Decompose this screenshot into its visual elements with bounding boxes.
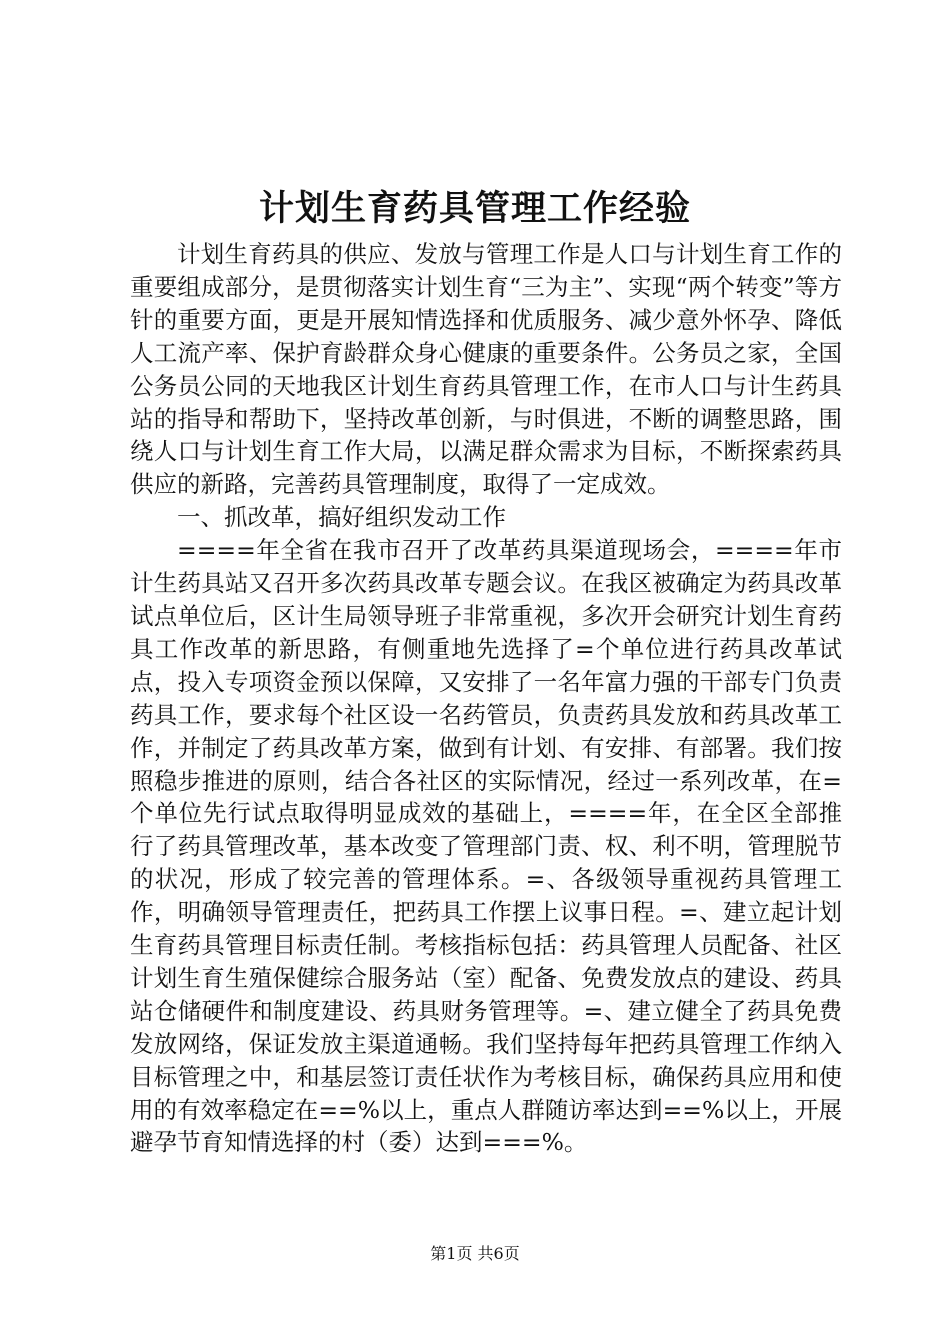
document-title: 计划生育药具管理工作经验: [258, 188, 691, 229]
section-heading: 一、抓改革，搞好组织发动工作: [177, 503, 506, 532]
section-paragraph: ====年全省在我市召开了改革药具渠道现场会，====年市计生药具站又召开多次药具改革专题会议。在我区被确定为药具改革试点单位后，区计生局领导班子非常重视，多次开会研究计划生育药具工作改革的新思路，有侧重地先选择了=个单位进行药具改革试点，投入专项资金预以保障，又安排了一名年富力强的干部专门负责药具工作，要求每个社区设一名药管员，负责药具发放和药具改革工作，并制定了药具改革方案，做到有计划、有安排、有部署。我们按照稳步推进的原则，结合各社区的实际情况，经过一系列改革，在=个单位先行试点取得明显成效的基础上，====年，在全区全部推行了药具管理改革，基本改变了管理部门责、权、利不明，管理脱节的状况，形成了较完善的管理体系。=、各级领导重视药具管理工作，明确领导管理责任，把药具工作摆上议事日程。=、建立起计划生育药具管理目标责任制。考核指标包括：药具管理人员配备、社区计划生育生殖保健综合服务站（室）配备、免费发放点的建设、药具站仓储硬件和制度建设、药具财务管理等。=、建立健全了药具免费发放网络，保证发放主渠道通畅。我们坚持每年把药具管理工作纳入目标管理之中，和基层签订责任状作为考核目标，确保药具应用和使用的有效率稳定在==%以上，重点人群随访率达到==%以上，开展避孕节育知情选择的村（委）达到===%。: [130, 536, 842, 1157]
page-number-footer: 第1页 共6页: [430, 1244, 520, 1263]
intro-paragraph: 计划生育药具的供应、发放与管理工作是人口与计划生育工作的重要组成部分，是贯彻落实计划生育“三为主”、实现“两个转变”等方针的重要方面，更是开展知情选择和优质服务、减少意外怀孕、降低人工流产率、保护育龄群众身心健康的重要条件。公务员之家，全国公务员公同的天地我区计划生育药具管理工作，在市人口与计生药具站的指导和帮助下，坚持改革创新，与时俱进，不断的调整思路，围绕人口与计划生育工作大局，以满足群众需求为目标，不断探索药具供应的新路，完善药具管理制度，取得了一定成效。: [130, 240, 842, 499]
document-body: [130, 238, 842, 1159]
